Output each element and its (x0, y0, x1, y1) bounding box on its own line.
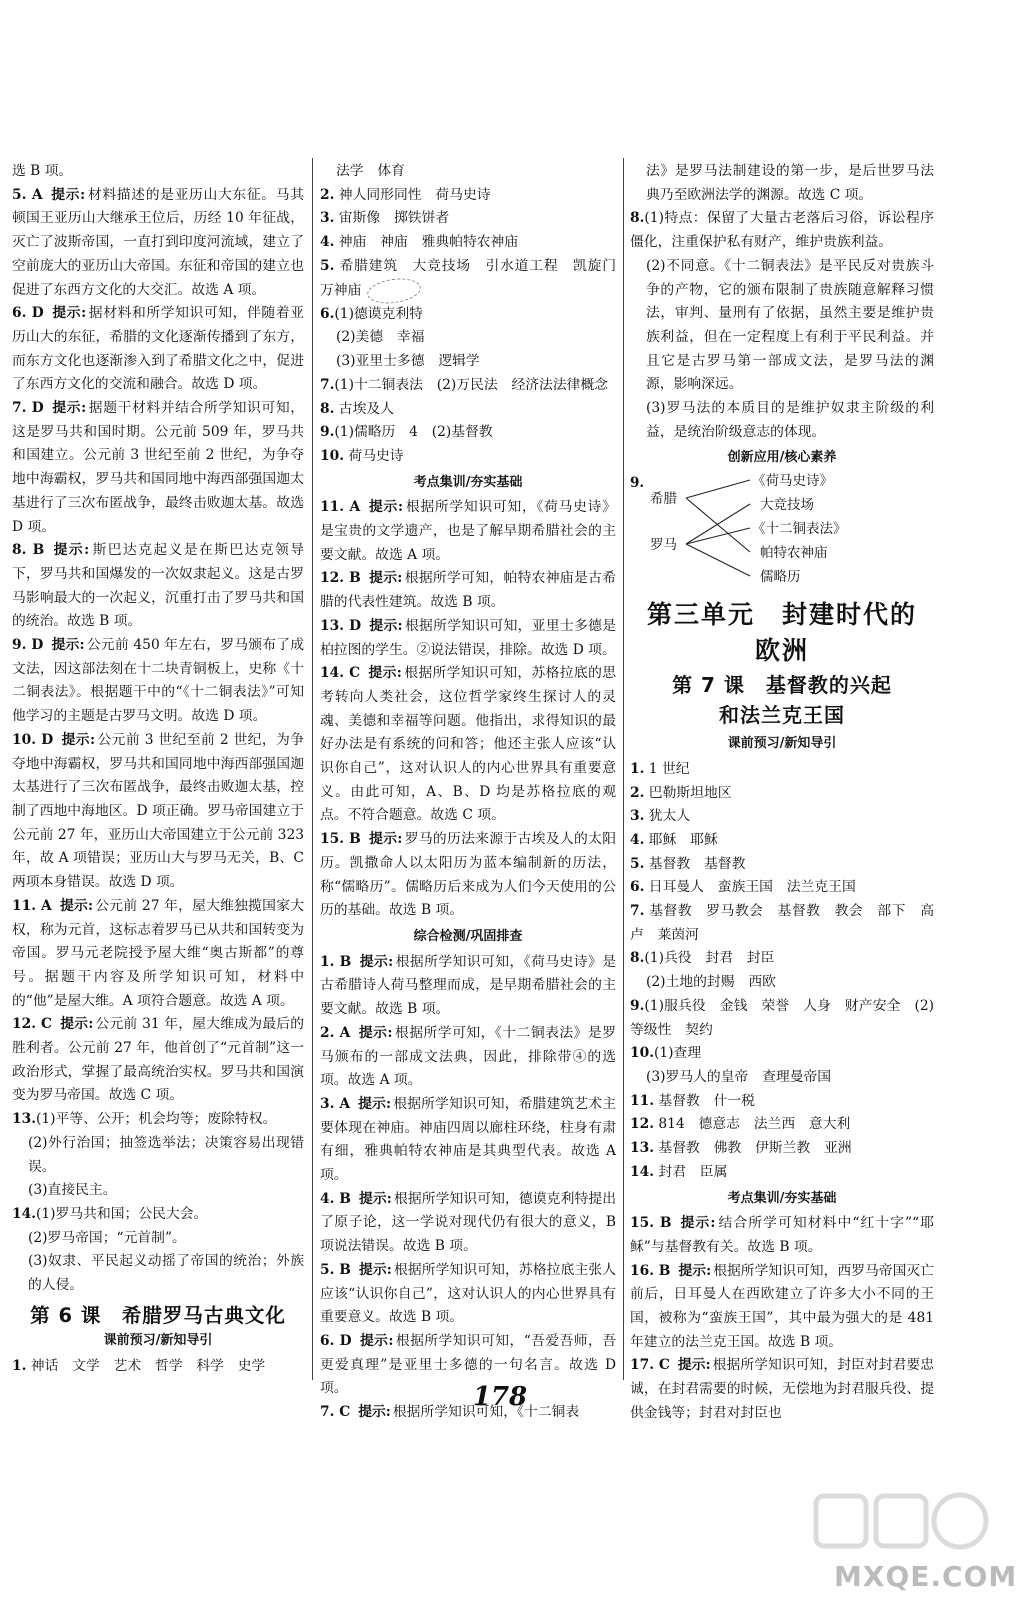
match-left-item: 罗马 (650, 537, 677, 554)
answer-item (320, 445, 616, 469)
answer-text: 公元前 3 世纪至前 2 世纪，为争夺地中海霸权，罗马共和国同地中海西部强国迦太基进行了三次布匿战争，最终击败迦太基，控制了西地中海地区。D 项正确。罗马帝国建立于公元前 27 年，亚历山大帝国建立于公元前 323 年，故 A 项错误；亚历山大与罗马无关，B、C 两项本身错误。故选 D 项。 (12, 731, 304, 891)
answer-text: 根据所学知识可知，封臣对封君要忠诚，在封君需要的时候，无偿地为封君服兵役、提供金钱等；封君对封臣也 (630, 1357, 935, 1421)
answer-number: 3. (630, 808, 645, 825)
answer-item (320, 421, 616, 445)
answer-text: 根据所学知识可知，苏格拉底的思考转向人类社会，这位哲学家终生探讨人的灵魂、美德和幸福等问题。他指出，求得知识的最好办法是有系统的问和答；他还主张人应该“认识你自己”，这对认识人的内心世界具有重要意义。由此可知，A、B、D 均是苏格拉底的观点。不符合题意。故选 C 项。 (320, 665, 617, 824)
answer-item (320, 615, 616, 662)
answer-item (320, 496, 616, 567)
hint-label: 提示: (358, 1261, 392, 1278)
answer-number: 6. D (320, 1332, 352, 1349)
stamp-mark (366, 275, 423, 306)
answer-text: 根据所学知识可知，《荷马史诗》是古希腊诗人荷马整理而成，是早期希腊社会的主要文献。故选 B 项。 (320, 953, 616, 1018)
match-line (686, 480, 750, 498)
match-line (686, 498, 750, 552)
answer-number: 8. (630, 950, 645, 967)
hint-label: 提示: (51, 305, 87, 322)
column-1 (12, 160, 304, 1380)
answer-item (320, 1093, 616, 1188)
answer-item (12, 729, 304, 895)
answer-text: 罗马的历法来源于古埃及人的太阳历。凯撒命人以太阳历为蓝本编制新的历法，称“儒略历”。儒略历后来成为人们今天使用的公历的基础。故选 B 项。 (320, 831, 617, 919)
answer-number: 2. A (320, 1024, 351, 1041)
answer-number: 5. A (12, 186, 43, 203)
answer-item (320, 1022, 616, 1093)
answer-subitem: (3)罗马人的皇帝 查理曼帝国 (646, 1068, 832, 1085)
answer-number: 7. (630, 903, 645, 920)
answer-item (320, 374, 616, 398)
hint-label: 提示: (679, 1215, 716, 1232)
answer-text: 材料描述的是亚历山大东征。马其顿国王亚历山大继承王位后，历经 10 年征战，灭亡了波斯帝国，一直打到印度河流域，建立了空前庞大的亚历山大帝国。东征和帝国的建立也促进了东西方文化的大交汇。故选 A 项。 (12, 186, 305, 298)
answer-item (320, 207, 616, 231)
answer-text: (1)罗马共和国；公民大会。 (36, 1205, 208, 1222)
answer-item (630, 829, 934, 853)
answer-item (630, 782, 934, 806)
answer-number: 9. D (12, 637, 44, 654)
answer-item (12, 1013, 304, 1108)
hint-label: 提示: (50, 186, 86, 203)
answer-text: 据题干材料并结合所学知识可知，这是罗马共和国时期。公元前 509 年，罗马共和国建立。公元前 3 世纪至前 2 世纪，为争夺地中海霸权，罗马共和国同地中海西部强国迦太基进行了三次布匿战争，最终击败迦太基。故选 D 项。 (12, 400, 305, 535)
hint-label: 提示: (59, 897, 94, 914)
answer-item (630, 900, 934, 947)
answer-item (12, 302, 304, 397)
watermark-text: MXQE.COM (834, 1560, 1017, 1593)
hint-label: 提示: (368, 831, 403, 848)
answer-text: (1)十二铜表法 (2)万民法 经济法法律概念 (334, 376, 609, 393)
lesson-title: 第 7 课 基督教的兴起 (672, 673, 892, 698)
hint-label: 提示: (678, 1262, 712, 1279)
match-right-item: 帕特农神庙 (760, 545, 828, 562)
answer-item (630, 1113, 934, 1137)
hint-label: 提示: (358, 1190, 392, 1207)
answer-item (320, 828, 616, 923)
answer-number: 14. (630, 1163, 655, 1180)
answer-text: 斯巴达克起义是在斯巴达克领导下，罗马共和国爆发的一次奴隶起义。这是古罗马影响最大的一次起义，沉重打击了罗马共和国的统治。故选 B 项。 (12, 542, 305, 630)
answer-text: 法学 体育 (336, 163, 405, 179)
answer-text: 基督教 什一税 (658, 1092, 755, 1109)
section-bar: 考点集训/夯实基础 (727, 1190, 837, 1206)
answer-item (12, 634, 304, 729)
answer-text: 选 B 项。 (12, 163, 73, 179)
answer-text: (1)兵役 封君 封臣 (644, 950, 775, 967)
answer-text: 根据所学知识可知，西罗马帝国灭亡前后，日耳曼人在西欧建立了许多大小不同的王国，被称为“蛮族王国”，其中最为强大的是 481 年建立的法兰克王国。故选 B 项。 (630, 1262, 935, 1350)
section-bar: 综合检测/巩固排查 (413, 929, 523, 944)
answer-item (630, 1260, 934, 1355)
answer-number: 9. (630, 997, 645, 1014)
answer-number: 11. A (320, 499, 361, 516)
answer-number: 5. B (320, 1261, 351, 1278)
answer-text: 根据所学知识可知，《十二铜表 (392, 1404, 580, 1421)
answer-text: 据材料和所学知识可知，伴随着亚历山大的东征，希腊的文化逐渐传播到了东方，而东方文化也逐渐渗入到了希腊文化之中，促进了东西方文化的交流和融合。故选 D 项。 (12, 305, 305, 393)
match-right-item: 《荷马史诗》 (752, 473, 833, 490)
answer-number: 4. (630, 831, 645, 848)
answer-item (320, 951, 616, 1022)
answer-item (630, 1137, 934, 1161)
answer-text: 公元前 27 年，屋大维独揽国家大权，称为元首，这标志着罗马已从共和国转变为帝国。罗马元老院授予屋大维“奥古斯都”的尊号。据题干内容及所学知识可知，材料中的“他”是屋大维。A 项符合题意。故选 A 项。 (12, 897, 305, 1009)
answer-text: 814 德意志 法兰西 意大利 (658, 1116, 851, 1133)
answer-number: 16. B (630, 1262, 671, 1279)
answer-number: 1. B (320, 953, 352, 970)
answer-item (320, 231, 616, 255)
match-line (686, 544, 750, 576)
answer-item (630, 1161, 934, 1185)
match-left-item: 希腊 (650, 491, 677, 508)
answer-text: 根据所学知识可知，苏格拉底主张人应该“认识你自己”，这对认识人的内心世界具有重要意义。故选 B 项。 (320, 1261, 617, 1326)
answer-number: 7. (320, 376, 335, 393)
answer-text: 基督教 罗马教会 基督教 教会 部下 高卢 莱茵河 (630, 903, 935, 943)
answer-item (630, 876, 934, 900)
answer-text: 根据所学知识可知，《荷马史诗》是宝贵的文学遗产，也是了解早期希腊社会的主要文献。故选 A 项。 (320, 499, 616, 563)
answer-text: 结合所学可知材料中“红十字”“耶稣”与基督教有关。故选 B 项。 (630, 1215, 935, 1255)
hint-label: 提示: (358, 1024, 393, 1041)
match-right-item: 大竞技场 (760, 497, 814, 514)
answer-number: 10. D (12, 731, 54, 748)
answer-number: 8. (630, 210, 645, 227)
match-right-item: 儒略历 (760, 569, 801, 586)
answer-item (320, 567, 616, 614)
hint-label: 提示: (358, 1404, 391, 1421)
answer-subitem: (2)外行治国；抽签选举法；决策容易出现错误。 (28, 1134, 304, 1175)
answer-number: 14. C (320, 665, 361, 682)
answer-item (320, 184, 616, 208)
answer-number: 5. (320, 257, 335, 274)
matching-diagram (630, 472, 934, 592)
answer-number: 2. (630, 784, 645, 801)
answer-number: 12. (630, 1116, 655, 1133)
answer-text: 法》是罗马法制建设的第一步，是后世罗马法典乃至欧洲法学的渊源。故选 C 项。 (646, 163, 934, 203)
answer-subitem: (2)罗马帝国；“元首制”。 (28, 1229, 186, 1246)
hint-label: 提示: (60, 1016, 94, 1033)
answer-text: (1)服兵役 金钱 荣誉 人身 财产安全 (2)等级性 契约 (630, 997, 934, 1038)
answer-number: 15. B (320, 831, 361, 848)
answer-text: 宙斯像 掷铁饼者 (338, 210, 450, 227)
page-number: 178 (472, 1382, 528, 1412)
lesson-title: 第 6 课 希腊罗马古典文化 (30, 1303, 286, 1327)
answer-text: 神人同形同性 荷马史诗 (338, 186, 491, 203)
answer-text: 荷马史诗 (348, 447, 404, 464)
answer-item (630, 1090, 934, 1114)
answer-number: 6. (320, 305, 335, 322)
answer-number: 2. (320, 186, 335, 203)
answer-number: 11. (630, 1092, 655, 1109)
hint-label: 提示: (61, 731, 96, 748)
answer-item (320, 1188, 616, 1259)
answer-text: 日耳曼人 蛮族王国 法兰克王国 (648, 879, 856, 896)
answer-text: (1)特点：保留了大量古老落后习俗，诉讼程序僵化，注重保护私有财产，维护贵族利益。 (630, 210, 934, 251)
answer-number: 6. D (12, 305, 44, 322)
column-3 (630, 160, 935, 1421)
section-bar: 创新应用/核心素养 (727, 450, 837, 466)
answer-text: 根据所学知识可知，“吾爱吾师，吾更爱真理”是亚里士多德的一句名言。故选 D 项。 (320, 1332, 616, 1397)
answer-item (630, 947, 934, 971)
answer-item (320, 1259, 616, 1330)
hint-label: 提示: (369, 617, 403, 634)
answer-text: 耶稣 耶稣 (648, 831, 718, 848)
answer-item (630, 758, 934, 782)
answer-number: 14. (12, 1205, 37, 1222)
answer-text: 公元前 31 年，屋大维成为最后的胜利者。公元前 27 年，他首创了“元首制”这一政治形式，掌握了最高统治实权。罗马共和国演变为罗马帝国。故选 C 项。 (12, 1016, 305, 1104)
answer-text: 根据所学可知，帕特农神庙是古希腊的代表性建筑。故选 B 项。 (320, 570, 617, 611)
answer-item (12, 397, 304, 539)
answer-text: 希腊建筑 大竞技场 引水道工程 凯旋门 万神庙 (320, 257, 630, 299)
answer-text: 根据所学可知，《十二铜表法》是罗马颁布的一部成文法典，因此，排除带④的选项。故选 A 项。 (320, 1024, 616, 1089)
answer-item (12, 1108, 304, 1132)
answer-number: 3. (320, 210, 335, 227)
section-bar: 考点集训/夯实基础 (413, 474, 523, 490)
answer-text: 古埃及人 (338, 400, 394, 417)
answer-number: 9. (320, 424, 335, 441)
answer-item (320, 398, 616, 422)
answer-number: 8. (320, 400, 335, 417)
answer-subitem: (2)土地的封赐 西欧 (646, 974, 776, 991)
answer-number: 12. C (12, 1016, 52, 1033)
answer-text: 犹太人 (648, 808, 691, 825)
answer-item (12, 184, 304, 303)
answer-number: 13. (12, 1111, 37, 1128)
answer-item (630, 853, 934, 877)
answer-text: (1)平等、公开；机会均等；废除特权。 (36, 1111, 277, 1128)
section-bar: 课前预习/新知导引 (727, 736, 837, 752)
match-line (686, 528, 750, 544)
unit-title: 第三单元 封建时代的 (646, 600, 917, 630)
answer-subitem: (3)亚里士多德 逻辑学 (336, 353, 480, 370)
answer-number: 13. (630, 1140, 655, 1157)
unit-title: 欧洲 (754, 636, 809, 666)
answer-item (630, 1212, 934, 1259)
answer-item (320, 255, 630, 303)
answer-text: (1)德谟克利特 (334, 305, 423, 322)
answer-item (320, 303, 616, 327)
answer-subitem: (3)直接民主。 (28, 1182, 117, 1199)
answer-item (12, 539, 304, 634)
answer-subitem: (2)美德 幸福 (336, 329, 425, 346)
answer-item (320, 662, 616, 828)
answer-number: 1. (12, 1358, 27, 1375)
answer-text: (1)儒略历 4 (2)基督教 (334, 424, 493, 441)
match-line (686, 504, 750, 544)
answer-text: (1)查理 (654, 1045, 702, 1062)
answer-number: 4. B (320, 1190, 351, 1207)
answer-text: 1 世纪 (648, 760, 690, 777)
answer-subitem: (3)罗马法的本质目的是维护奴隶主阶级的利益，是统治阶级意志的体现。 (646, 400, 934, 440)
hint-label: 提示: (52, 542, 90, 559)
lesson-title: 和法兰克王国 (719, 703, 845, 728)
answer-text: 基督教 佛教 伊斯兰教 亚洲 (658, 1140, 852, 1157)
answer-number: 3. A (320, 1095, 351, 1112)
answer-number: 10. (630, 1045, 655, 1062)
hint-label: 提示: (677, 1357, 711, 1374)
answer-number: 11. A (12, 897, 52, 914)
section-bar: 课前预习/新知导引 (103, 1333, 213, 1349)
answer-text: 基督教 基督教 (648, 855, 746, 872)
hint-label: 提示: (51, 637, 85, 654)
answer-item (630, 995, 934, 1042)
answer-subitem: (3)奴隶、平民起义动摇了帝国的统治；外族的人侵。 (28, 1253, 304, 1294)
answer-item (630, 1042, 934, 1066)
answer-item (12, 895, 304, 1014)
answer-number: 10. (320, 447, 345, 464)
answer-number: 1. (630, 760, 645, 777)
answer-text: 神话 文学 艺术 哲学 科学 史学 (30, 1358, 266, 1375)
answer-number: 7. D (12, 400, 44, 417)
answer-text: 根据所学知识可知，亚里士多德是柏拉图的学生。②说法错误，排除。故选 D 项。 (320, 617, 617, 658)
answer-text: 神庙 神庙 雅典帕特农神庙 (338, 234, 519, 251)
answer-text: 根据所学知识可知，德谟克利特提出了原子论，这一学说对现代仍有很大的意义，B 项说法错误。故选 B 项。 (320, 1190, 617, 1255)
answer-item (630, 207, 934, 254)
answer-item (12, 1355, 304, 1379)
answer-number: 15. B (630, 1215, 672, 1232)
hint-label: 提示: (359, 953, 394, 970)
answer-number: 17. C (630, 1357, 670, 1374)
answer-number: 4. (320, 234, 335, 251)
answer-subitem: (2)不同意。《十二铜表法》是平民反对贵族斗争的产物，它的颁布限制了贵族随意解释习惯法，审判、量刑有了依据，虽然主要是维护贵族利益，但在一定程度上有利于平民利益。并且它是古罗马第一部成文法，是罗马法的渊源，影响深远。 (646, 257, 934, 393)
answer-number: 7. C (320, 1404, 351, 1421)
answer-text: 根据所学知识可知，希腊建筑艺术主要体现在神庙。神庙四周以廊柱环绕，柱身有肃有细，雅典帕特农神庙是其典型代表。故选 A 项。 (320, 1095, 617, 1184)
hint-label: 提示: (359, 1332, 394, 1349)
hint-label: 提示: (358, 1095, 392, 1112)
answer-number: 6. (630, 879, 645, 896)
answer-number: 9. (630, 475, 645, 492)
hint-label: 提示: (368, 570, 403, 587)
answer-text: 巴勒斯坦地区 (648, 784, 732, 801)
answer-number: 13. D (320, 617, 362, 634)
answer-text: 公元前 450 年左右，罗马颁布了成文法，因这部法刻在十二块青铜板上，史称《十二铜表法》。根据题干中的“《十二铜表法》”可知他学习的主题是古罗马文明。故选 D 项。 (12, 637, 305, 725)
hint-label: 提示: (51, 400, 87, 417)
answer-number: 8. B (12, 542, 45, 559)
hint-label: 提示: (368, 499, 404, 516)
column-divider (623, 158, 624, 1380)
hint-label: 提示: (368, 665, 402, 682)
answer-number: 5. (630, 855, 645, 872)
answer-number: 12. B (320, 570, 361, 587)
answer-item (630, 805, 934, 829)
match-right-item: 《十二铜表法》 (752, 521, 847, 538)
answer-text: 封君 臣属 (658, 1163, 728, 1180)
column-divider (312, 158, 313, 1380)
answer-item (12, 1203, 304, 1227)
